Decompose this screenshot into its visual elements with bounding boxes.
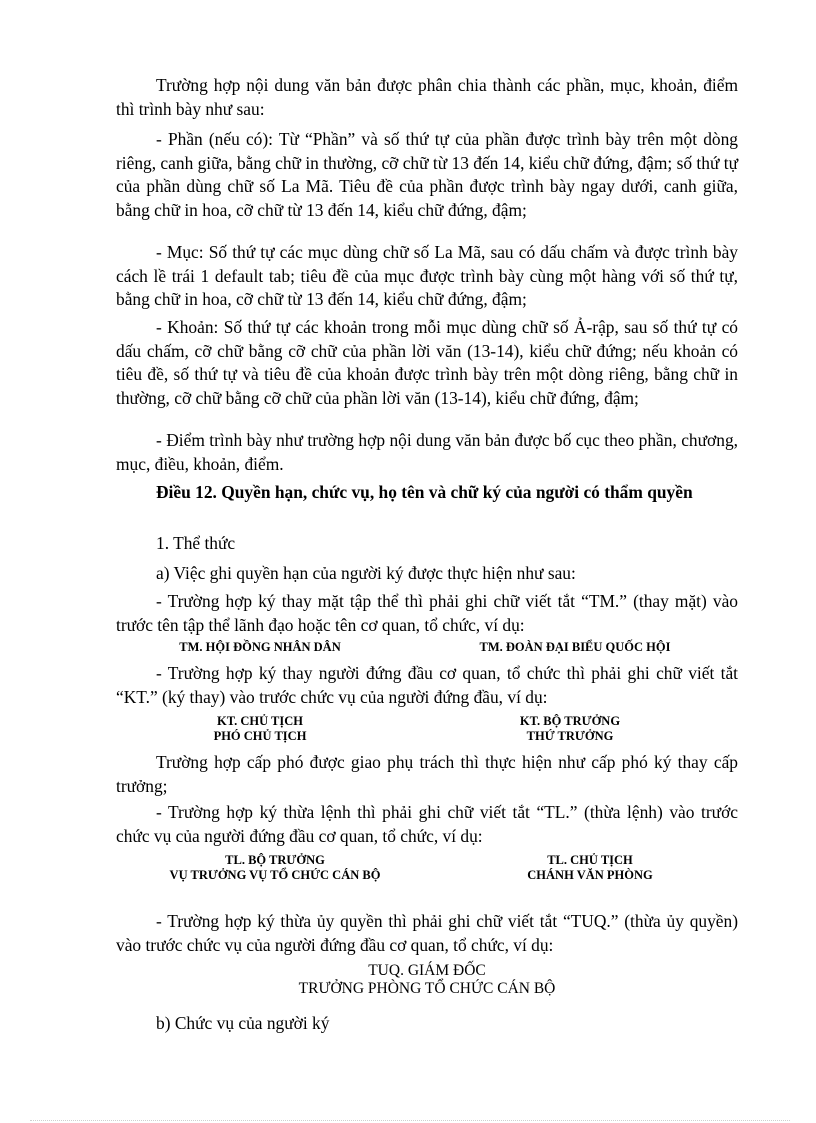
paragraph-sections-intro: Trường hợp nội dung văn bản được phân chia thành các phần, mục, khoản, điểm thì trình bày như sau:: [116, 75, 738, 119]
paragraph-phan: - Phần (nếu có): Từ “Phần” và số thứ tự của phần được trình bày trên một dòng riêng, canh giữa, bằng chữ in thường, cỡ chữ từ 13 đến 14, kiểu chữ đứng, đậm; số thứ tự của phần dùng chữ số La Mã. Tiêu đề của phần được trình bày ngay dưới, canh giữa, bằng chữ in hoa, cỡ chữ từ 13 đến 14, kiểu chữ đứng, đậm;: [116, 129, 738, 220]
paragraph-khoan: - Khoản: Số thứ tự các khoản trong mỗi mục dùng chữ số Ả-rập, sau số thứ tự có dấu chấm, cỡ chữ bằng cỡ chữ của phần lời văn (13-14), kiểu chữ đứng; nếu khoản có tiêu đề, số thứ tự và tiêu đề của khoản được trình bày trên một dòng riêng, bằng chữ in thường, cỡ chữ bằng cỡ chữ của phần lời văn (13-14), kiểu chữ đứng, đậm;: [116, 317, 738, 408]
signature-example-kt-left: KT. CHỦ TỊCH PHÓ CHỦ TỊCH: [213, 714, 307, 743]
signature-example-tm-right: TM. ĐOÀN ĐẠI BIỂU QUỐC HỘI: [479, 640, 671, 654]
paragraph-chuc-vu: b) Chức vụ của người ký: [156, 1013, 330, 1033]
paragraph-tm: - Trường hợp ký thay mặt tập thể thì phải ghi chữ viết tắt “TM.” (thay mặt) vào trước tên tập thể lãnh đạo hoặc tên cơ quan, tổ chức, ví dụ:: [116, 591, 738, 635]
paragraph-quyen-han: a) Việc ghi quyền hạn của người ký được thực hiện như sau:: [156, 563, 576, 583]
paragraph-tuq: - Trường hợp ký thừa ủy quyền thì phải ghi chữ viết tắt “TUQ.” (thừa ủy quyền) vào trước chức vụ của người đứng đầu cơ quan, tổ chức, ví dụ:: [116, 911, 738, 955]
page-bottom-divider: [30, 1120, 790, 1121]
paragraph-muc: - Mục: Số thứ tự các mục dùng chữ số La Mã, sau có dấu chấm và được trình bày cách lề trái 1 default tab; tiêu đề của mục được trình bày cùng một hàng với số thứ tự, bằng chữ in hoa, cỡ chữ từ 13 đến 14, kiểu chữ đứng, đậm;: [116, 242, 738, 309]
paragraph-tl: - Trường hợp ký thừa lệnh thì phải ghi chữ viết tắt “TL.” (thừa lệnh) vào trước chức vụ của người đứng đầu cơ quan, tổ chức, ví dụ:: [116, 802, 738, 846]
signature-example-tuq: TUQ. GIÁM ĐỐC TRƯỞNG PHÒNG TỔ CHỨC CÁN BỘ: [298, 962, 556, 997]
signature-example-kt-right: KT. BỘ TRƯỞNG THỨ TRƯỞNG: [519, 714, 621, 743]
article-heading: Điều 12. Quyền hạn, chức vụ, họ tên và chữ ký của người có thẩm quyền: [156, 482, 693, 502]
signature-example-tl-right: TL. CHỦ TỊCH CHÁNH VĂN PHÒNG: [527, 853, 653, 882]
paragraph-cap-pho: Trường hợp cấp phó được giao phụ trách thì thực hiện như cấp phó ký thay cấp trưởng;: [116, 752, 738, 796]
signature-example-tm-left: TM. HỘI ĐỒNG NHÂN DÂN: [179, 640, 341, 654]
signature-example-tl-left: TL. BỘ TRƯỞNG VỤ TRƯỞNG VỤ TỔ CHỨC CÁN BỘ: [169, 853, 381, 882]
paragraph-the-thuc: 1. Thể thức: [156, 533, 236, 553]
paragraph-kt: - Trường hợp ký thay người đứng đầu cơ quan, tổ chức thì phải ghi chữ viết tắt “KT.” (ký thay) vào trước chức vụ của người đứng đầu, ví dụ:: [116, 663, 738, 707]
paragraph-diem: - Điểm trình bày như trường hợp nội dung văn bản được bố cục theo phần, chương, mục, điều, khoản, điểm.: [116, 430, 738, 474]
